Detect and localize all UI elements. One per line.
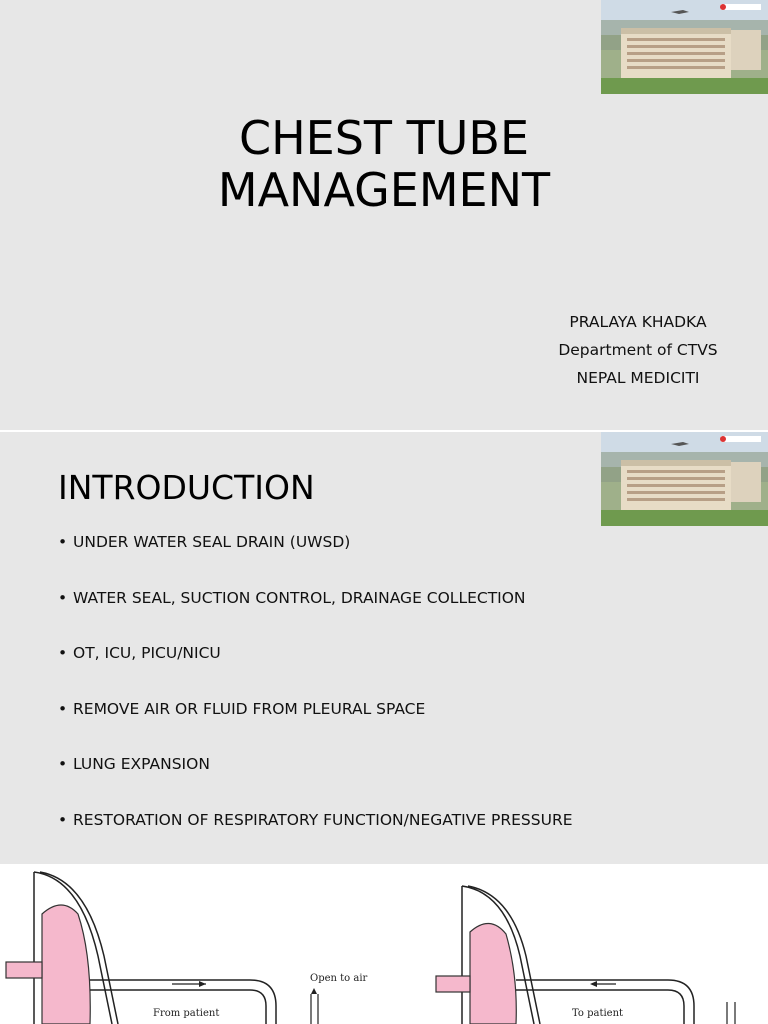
author-organization: NEPAL MEDICITI — [576, 369, 700, 387]
bullet-dot: • — [58, 755, 68, 773]
chest-tube-stub — [436, 976, 470, 992]
right-chest-diagram — [436, 886, 735, 1024]
from-patient-label: From patient — [153, 1008, 220, 1019]
chest-drainage-diagram-slide — [0, 866, 768, 1024]
list-item — [58, 589, 573, 645]
chest-tube-stub — [6, 962, 42, 978]
bullet-dot: • — [58, 810, 68, 829]
title-line-1: CHEST TUBE — [238, 111, 530, 165]
bullet-text: REMOVE AIR OR FLUID FROM PLEURAL SPACE — [73, 699, 426, 718]
hospital-building-image — [601, 432, 768, 526]
left-chest-diagram — [6, 872, 368, 1024]
introduction-slide — [0, 432, 768, 864]
bullet-dot: • — [58, 588, 68, 607]
list-item — [58, 811, 573, 865]
bullet-text: LUNG EXPANSION — [73, 755, 210, 773]
bullet-list — [58, 533, 573, 864]
hospital-building-image — [601, 0, 768, 94]
lung-shape — [470, 923, 516, 1024]
bullet-text: RESTORATION OF RESPIRATORY FUNCTION/NEGATIVE PRESSURE — [73, 810, 573, 829]
presentation-title — [0, 112, 768, 216]
bullet-dot: • — [58, 533, 68, 551]
list-item — [58, 755, 573, 811]
list-item — [58, 644, 573, 700]
title-line-2: MANAGEMENT — [217, 163, 551, 217]
title-slide — [0, 0, 768, 430]
list-item — [58, 533, 573, 589]
to-patient-label: To patient — [572, 1008, 624, 1019]
author-name: PRALAYA KHADKA — [569, 313, 707, 331]
bullet-text: OT, ICU, PICU/NICU — [73, 644, 221, 662]
lung-shape — [42, 905, 90, 1024]
drainage-diagram — [0, 866, 768, 1024]
open-to-air-label: Open to air — [310, 973, 368, 984]
list-item — [58, 700, 573, 756]
bullet-text: WATER SEAL, SUCTION CONTROL, DRAINAGE COLLECTION — [73, 588, 526, 607]
bullet-text: UNDER WATER SEAL DRAIN (UWSD) — [73, 533, 351, 551]
slide-heading: INTRODUCTION — [58, 468, 315, 507]
bullet-dot: • — [58, 644, 68, 662]
bullet-dot: • — [58, 699, 68, 718]
author-block — [508, 308, 768, 392]
author-department: Department of CTVS — [558, 341, 718, 359]
